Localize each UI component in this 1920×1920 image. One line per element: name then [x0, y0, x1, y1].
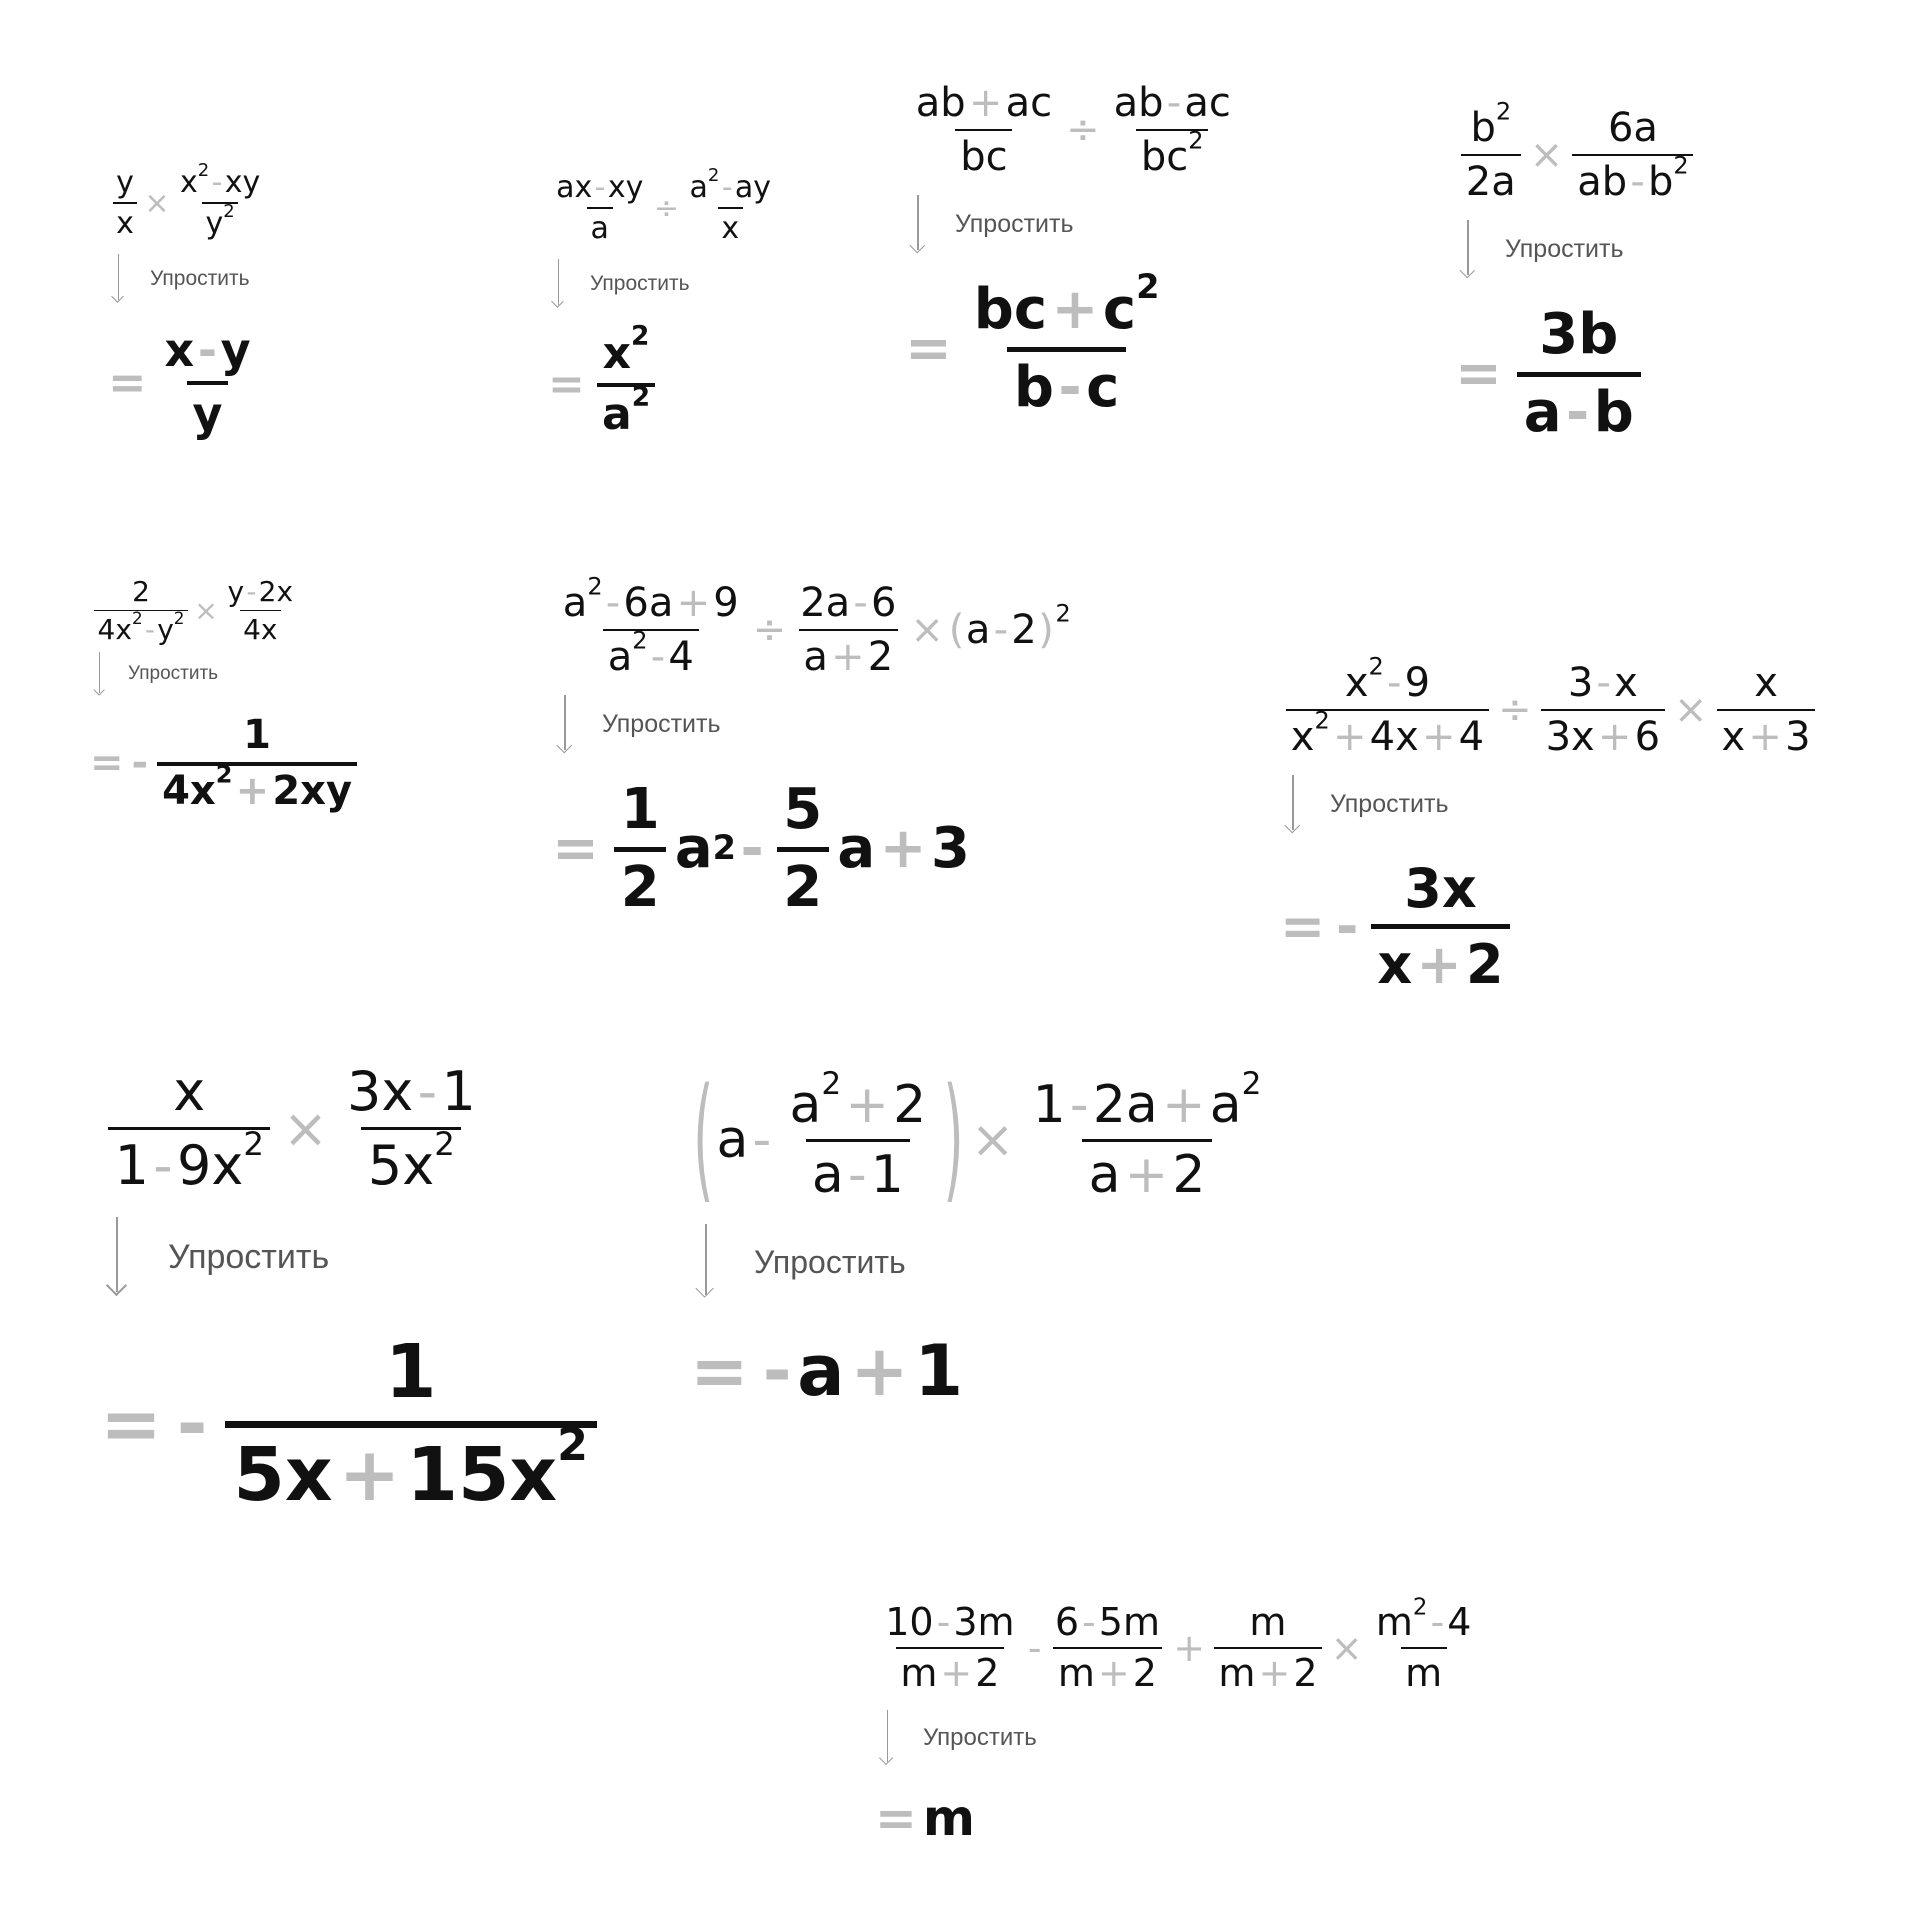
simplify-step: Упростить [875, 1710, 1482, 1768]
divide-operator: ÷ [1498, 686, 1532, 733]
problem-7 [1280, 652, 1821, 996]
arrow-down-icon [690, 1224, 722, 1301]
times-operator: × [194, 593, 218, 627]
fraction: $\frac{ab-ac}{bc^2}$ [1113, 80, 1231, 180]
divide-operator: ÷ [653, 190, 679, 226]
problem-7-expression [1280, 652, 1821, 760]
problem-5 [90, 575, 363, 814]
fraction: $\frac{a^2+2}{a-1}$ [789, 1065, 927, 1206]
fraction: $\frac{x}{1-9x^2}$ [100, 1060, 279, 1197]
problem-2 [548, 164, 779, 441]
problem-2-result: = $\frac{x^2}{a^2}$ [548, 328, 779, 440]
simplify-step: Упростить [100, 1217, 608, 1299]
simplify-step: Упростить [905, 195, 1242, 255]
fraction: $\frac{10-3m}{m+2}$ [885, 1600, 1015, 1696]
problem-8-expression [100, 1060, 608, 1197]
times-operator: × [1529, 131, 1564, 178]
problem-5-result: = - $\frac{1}{4x^2+2xy}$ [90, 712, 363, 814]
squared-binomial: $(a-2)^2$ [948, 599, 1071, 653]
times-operator: × [1674, 686, 1708, 733]
problem-3-result: = $\frac{bc+c^2}{b-c}$ [905, 266, 1160, 420]
minus-operator: - [1027, 1625, 1042, 1670]
simplify-step [108, 254, 268, 304]
simplify-step: Упростить [1455, 220, 1699, 280]
fraction: $\frac{ax-xy}{a}$ [556, 170, 644, 247]
problem-1 [108, 159, 268, 442]
times-operator: × [1330, 1625, 1363, 1670]
arrow-down-icon [548, 259, 569, 309]
simplify-step: Упростить [690, 1224, 1275, 1301]
fraction: $\frac{y}{x}$ [108, 165, 142, 241]
plus-operator: + [1173, 1625, 1206, 1670]
left-parenthesis: ( [693, 1062, 714, 1219]
problem-10-expression [875, 1594, 1482, 1696]
problem-8 [100, 1060, 608, 1518]
divide-operator: ÷ [1066, 106, 1100, 153]
times-operator: × [970, 1110, 1015, 1171]
problem-9-result: = - a + 1 [690, 1330, 964, 1413]
fraction: $\frac{b^2}{2a}$ [1455, 105, 1527, 205]
problem-2-expression [548, 164, 779, 247]
fraction: $\frac{3x-1}{5x^2}$ [346, 1060, 476, 1197]
arrow-down-icon [875, 1710, 899, 1768]
arrow-down-icon [90, 652, 109, 698]
problem-1-result: = $\frac{x-y}{y}$ [108, 323, 251, 442]
problem-6-result: = $\frac{1}{2}$ a 2 - $\frac{5}{2}$ a + 3 [552, 777, 970, 920]
simplify-label: Упростить [150, 266, 250, 290]
times-operator: × [910, 606, 944, 653]
problem-4 [1455, 97, 1699, 445]
fraction: $\frac{2a-6}{a+2}$ [800, 580, 897, 680]
divide-operator: ÷ [752, 606, 787, 653]
problem-5-expression [90, 575, 363, 646]
times-operator: × [144, 185, 170, 221]
fraction: $\frac{m}{m+2}$ [1208, 1600, 1328, 1695]
arrow-down-icon [905, 195, 930, 255]
simplify-step: Упростить [552, 695, 1071, 755]
fraction: $\frac{y-2x}{4x}$ [227, 575, 294, 646]
problem-3 [905, 80, 1242, 420]
right-parenthesis: ) [943, 1062, 964, 1219]
problem-9 [690, 1062, 1275, 1413]
problem-6 [552, 572, 1071, 920]
simplify-step: Упростить [1280, 775, 1821, 835]
fraction: $\frac{1-2a+a^2}{a+2}$ [1032, 1065, 1262, 1206]
problem-7-result: = - $\frac{3x}{x+2}$ [1280, 857, 1821, 996]
fraction: $\frac{6-5m}{m+2}$ [1054, 1600, 1160, 1696]
problem-10-result: = m [875, 1788, 976, 1847]
fraction: $\frac{3-x}{3x+6}$ [1535, 660, 1671, 760]
problem-4-result: = $\frac{3b}{a-b}$ [1455, 302, 1699, 445]
fraction: $\frac{6a}{ab-b^2}$ [1566, 105, 1699, 205]
arrow-down-icon [1280, 775, 1305, 835]
problem-8-result: = - $\frac{1}{5x+15x^2}$ [100, 1329, 608, 1518]
arrow-down-icon [552, 695, 577, 755]
arrow-down-icon [108, 254, 129, 304]
problem-3-expression [905, 80, 1242, 180]
fraction: $\frac{x}{x+3}$ [1711, 660, 1822, 760]
times-operator: × [282, 1096, 329, 1160]
fraction: $\frac{ab+ac}{bc}$ [915, 80, 1053, 180]
problem-9-expression: ( a - $\frac{a^2+2}{a-1}$ ) × $\frac{1-2a+a^2}{a+2}$ [690, 1075, 1275, 1205]
arrow-down-icon [1455, 220, 1480, 280]
problem-4-expression [1455, 97, 1699, 205]
fraction: $\frac{a^2-6a+9}{a^2-4}$ [562, 572, 739, 680]
problem-6-expression [552, 572, 1071, 680]
fraction: $\frac{a^2-ay}{x}$ [689, 164, 772, 247]
fraction: $\frac{2}{4x^2-y^2}$ [90, 575, 192, 646]
fraction: $\frac{m^2-4}{m}$ [1375, 1594, 1472, 1696]
problem-1-expression [108, 159, 268, 242]
simplify-step: Упростить [90, 652, 363, 698]
arrow-down-icon [100, 1217, 134, 1299]
simplify-step: Упростить [548, 259, 779, 309]
problem-10 [875, 1594, 1482, 1847]
fraction: $\frac{x^2-9}{x^2+4x+4}$ [1280, 660, 1495, 760]
fraction: $\frac{x^2-xy}{y^2}$ [179, 159, 261, 242]
